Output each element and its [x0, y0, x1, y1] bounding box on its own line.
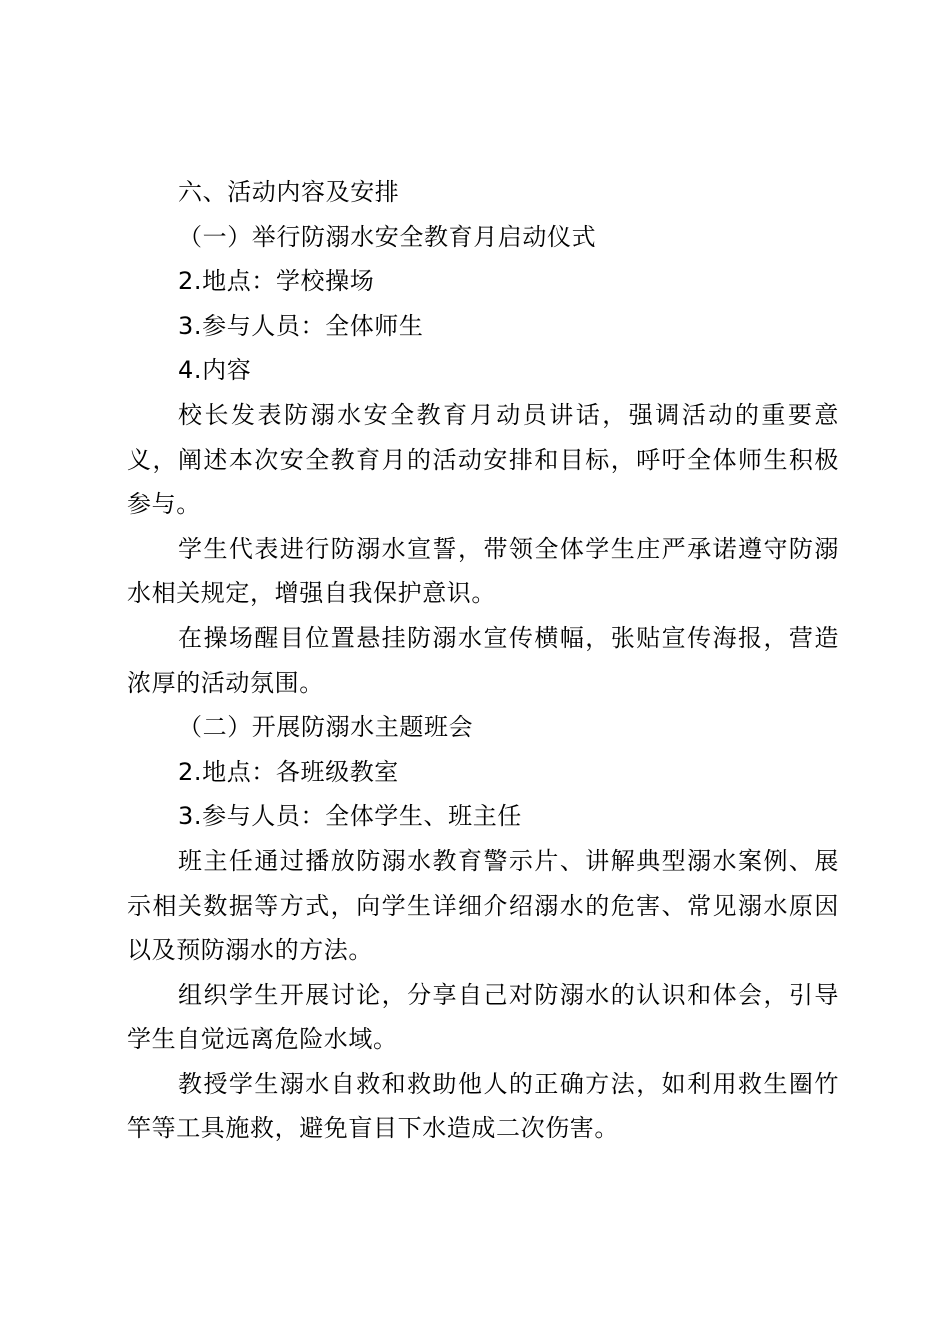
content-label: 4.内容: [178, 356, 252, 385]
document-body: [127, 170, 839, 1151]
paragraph-banner: 在操场醒目位置悬挂防溺水宣传横幅，张贴宣传海报，营造浓厚的活动氛围。: [127, 623, 839, 697]
paragraph-self-rescue: 教授学生溺水自救和救助他人的正确方法，如利用救生圈竹竿等工具施救，避免盲目下水造成二次伤害。: [127, 1069, 839, 1143]
sub-heading-class-meeting: （二）开展防溺水主题班会: [178, 713, 474, 742]
paragraph-student-pledge: 学生代表进行防溺水宣誓，带领全体学生庄严承诺遵守防溺水相关规定，增强自我保护意识。: [127, 534, 839, 608]
location-line: 2.地点：学校操场: [178, 267, 375, 296]
section-heading: 六、活动内容及安排: [178, 178, 400, 206]
paragraph-principal-speech: 校长发表防溺水安全教育月动员讲话，强调活动的重要意义，阐述本次安全教育月的活动安排和目标，呼吁全体师生积极参与。: [127, 400, 839, 519]
paragraph-teacher-video: 班主任通过播放防溺水教育警示片、讲解典型溺水案例、展示相关数据等方式，向学生详细介绍溺水的危害、常见溺水原因以及预防溺水的方法。: [127, 846, 839, 965]
participants-line: 3.参与人员：全体师生: [178, 311, 424, 340]
sub-heading-launch-ceremony: （一）举行防溺水安全教育月启动仪式: [178, 222, 597, 251]
participants-line: 3.参与人员：全体学生、班主任: [178, 802, 522, 831]
paragraph-discussion: 组织学生开展讨论，分享自己对防溺水的认识和体会，引导学生自觉远离危险水域。: [127, 980, 839, 1054]
location-line: 2.地点：各班级教室: [178, 757, 399, 786]
